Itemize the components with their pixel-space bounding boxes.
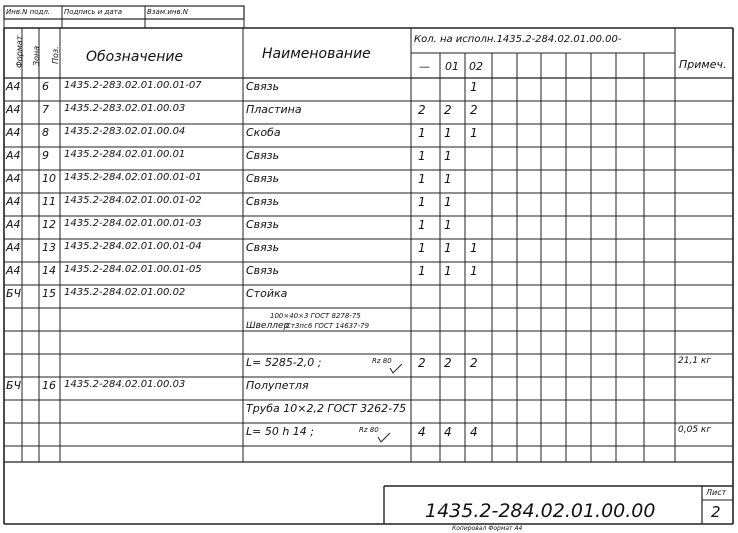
row-quantity: 1 (444, 264, 452, 278)
row-format: А4 (6, 126, 21, 139)
row-position: 8 (42, 126, 49, 139)
row-position: 12 (42, 218, 56, 231)
row-position: 15 (42, 287, 56, 300)
row-quantity: 1 (444, 149, 452, 163)
row-name: Скоба (246, 126, 281, 139)
column-note: Примеч. (679, 58, 727, 71)
row-format: А4 (6, 103, 21, 116)
sheet-label: Лист (706, 488, 727, 497)
variant-base: — (419, 60, 430, 73)
row-quantity: 1 (470, 126, 478, 140)
variant-01: 01 (445, 60, 459, 73)
variant-02: 02 (469, 60, 483, 73)
row-name: Связь (246, 264, 280, 277)
row-position: 9 (42, 149, 49, 162)
shveller-material: Ст3пс6 ГОСТ 14637-79 (286, 322, 370, 330)
row-quantity: 2 (470, 103, 478, 117)
row-quantity: 1 (444, 195, 452, 209)
row-quantity: 4 (418, 425, 426, 439)
row-quantity: 2 (418, 103, 426, 117)
row-position: 11 (42, 195, 56, 208)
row-designation: 1435.2-284.02.01.00.01 (64, 149, 186, 160)
row-name: Стойка (246, 287, 288, 300)
row-name: Связь (246, 149, 280, 162)
row-format: БЧ (6, 287, 22, 300)
column-designation: Обозначение (86, 49, 184, 65)
row-designation: 1435.2-284.02.01.00.01-02 (64, 195, 202, 206)
row-quantity: 1 (418, 218, 426, 232)
row-format: А4 (6, 172, 21, 185)
row-designation: 1435.2-284.02.01.00.01-03 (64, 218, 202, 229)
shveller-size: 100×40×3 ГОСТ 8278-75 (270, 312, 361, 320)
row-format: А4 (6, 149, 21, 162)
shveller-label: Швеллер (246, 321, 290, 331)
row-designation: 1435.2-283.02.01.00.04 (64, 126, 186, 137)
row-position: 13 (42, 241, 56, 254)
roughness-mark-1: Rz 80 (372, 357, 392, 365)
row-quantity: 1 (444, 241, 452, 255)
row-designation: 1435.2-283.02.01.00.03 (64, 103, 186, 114)
row-quantity: 2 (418, 356, 426, 370)
row-format: А4 (6, 264, 21, 277)
row-position: 14 (42, 264, 56, 277)
row-name: L= 50 h 14 ; (246, 425, 315, 438)
row-quantity: 2 (444, 103, 452, 117)
row-format: БЧ (6, 379, 22, 392)
row-name: Связь (246, 218, 280, 231)
row-name: Труба 10×2,2 ГОСТ 3262-75 (246, 402, 407, 415)
stamp-signature-label: Подпись и дата (64, 8, 122, 16)
row-format: А4 (6, 241, 21, 254)
stamp-inv-number-label: Инв.N подл. (6, 8, 51, 16)
row-name: Связь (246, 172, 280, 185)
row-quantity: 4 (444, 425, 452, 439)
row-name: Пластина (246, 103, 302, 116)
row-name: L= 5285-2,0 ; (246, 356, 322, 369)
row-quantity: 1 (470, 241, 478, 255)
row-quantity: 1 (444, 126, 452, 140)
row-designation: 1435.2-283.02.01.00.01-07 (64, 80, 202, 91)
row-quantity: 1 (418, 264, 426, 278)
column-name: Наименование (262, 46, 371, 62)
row-quantity: 1 (418, 195, 426, 209)
row-position: 10 (42, 172, 56, 185)
row-format: А4 (6, 195, 21, 208)
row-designation: 1435.2-284.02.01.00.01-05 (64, 264, 202, 275)
row-format: А4 (6, 80, 21, 93)
row-designation: 1435.2-284.02.01.00.03 (64, 379, 186, 390)
row-note: 0,05 кг (678, 425, 712, 435)
row-quantity: 1 (470, 80, 478, 94)
sheet-number: 2 (711, 503, 721, 521)
row-name: Полупетля (246, 379, 309, 392)
row-note: 21,1 кг (678, 356, 712, 366)
row-quantity: 1 (444, 172, 452, 186)
stamp-replacement-label: Взам.инв.N (147, 8, 189, 16)
row-quantity: 1 (418, 149, 426, 163)
row-designation: 1435.2-284.02.01.00.02 (64, 287, 186, 298)
footer-note: Копировал Формат А4 (452, 525, 523, 532)
row-quantity: 2 (444, 356, 452, 370)
column-quantity: Кол. на исполн.1435.2-284.02.01.00.00- (414, 34, 622, 45)
row-position: 7 (42, 103, 49, 116)
roughness-mark-2: Rz 80 (359, 426, 379, 434)
row-designation: 1435.2-284.02.01.00.01-01 (64, 172, 202, 183)
column-format: Формат (15, 35, 24, 68)
row-quantity: 1 (418, 172, 426, 186)
column-position: Поз. (51, 46, 60, 64)
row-quantity: 1 (470, 264, 478, 278)
row-quantity: 4 (470, 425, 478, 439)
row-name: Связь (246, 241, 280, 254)
row-format: А4 (6, 218, 21, 231)
row-quantity: 1 (444, 218, 452, 232)
document-number: 1435.2-284.02.01.00.00 (425, 500, 656, 522)
row-quantity: 1 (418, 241, 426, 255)
row-name: Связь (246, 195, 280, 208)
row-position: 16 (42, 379, 56, 392)
row-quantity: 2 (470, 356, 478, 370)
row-position: 6 (42, 80, 49, 93)
row-name: Связь (246, 80, 280, 93)
column-zone: Зона (32, 45, 41, 66)
row-designation: 1435.2-284.02.01.00.01-04 (64, 241, 202, 252)
row-quantity: 1 (418, 126, 426, 140)
